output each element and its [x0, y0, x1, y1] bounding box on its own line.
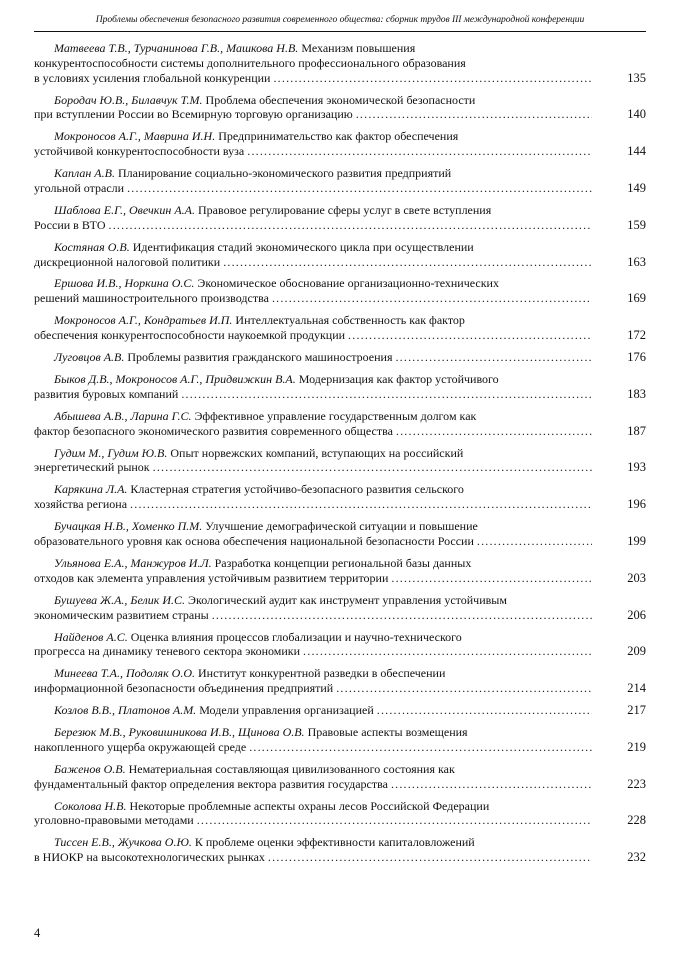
- toc-entry-page: 214: [627, 681, 646, 696]
- toc-entry-page: 199: [627, 533, 646, 548]
- toc-entry-authors: Мокроносов А.Г., Кондратьев И.П.: [54, 313, 233, 328]
- toc-entry-page: 163: [627, 254, 646, 269]
- toc-entry-title: Улучшение демографической ситуации и повышение: [205, 519, 478, 534]
- toc-entry-authors: Гудим М., Гудим Ю.В.: [54, 445, 168, 460]
- toc-entry-authors: Найденов А.С.: [54, 629, 128, 644]
- toc-leader-dots: [388, 777, 592, 792]
- toc-entry-title: в НИОКР на высокотехнологических рынках: [34, 850, 265, 865]
- toc-entry-page: 203: [627, 570, 646, 585]
- toc-leader-dots: [269, 291, 592, 306]
- toc-entry-authors: Бушуева Ж.А., Белик И.С.: [54, 592, 186, 607]
- toc-entry: [34, 703, 646, 718]
- toc-entry-line: [34, 107, 646, 122]
- toc-leader-dots: [124, 181, 592, 196]
- toc-entry-title: Экологический аудит как инструмент управления устойчивым: [188, 592, 507, 607]
- toc-entry-line: [34, 777, 646, 792]
- toc-leader-dots: [150, 460, 592, 475]
- toc-entry-page: 232: [627, 850, 646, 865]
- toc-entry-title: К проблеме оценки эффективности капиталовложений: [194, 835, 475, 850]
- toc-entry-title: Правовое регулирование сферы услуг в свете вступления: [198, 202, 492, 217]
- toc-entry-page: 209: [627, 644, 646, 659]
- toc-entry: [34, 630, 646, 660]
- toc-entry-line: [34, 313, 646, 328]
- toc-entry: [34, 240, 646, 270]
- toc-leader-dots: [374, 703, 592, 718]
- toc-entry-line: [34, 799, 646, 814]
- toc-entry-title: хозяйства региона: [34, 497, 128, 512]
- toc-entry-page: 183: [627, 386, 646, 401]
- toc-entry-title: России в ВТО: [34, 217, 106, 232]
- toc-entry-authors: Ершова И.В., Норкина О.С.: [54, 276, 195, 291]
- toc-entry-title: Некоторые проблемные аспекты охраны лесов Российской Федерации: [129, 798, 490, 813]
- toc-entry: [34, 350, 646, 365]
- toc-entry-authors: Костяная О.В.: [54, 239, 130, 254]
- toc-entry-title: решений машиностроительного производства: [34, 291, 269, 306]
- toc-entry-title: Разработка концепции региональной базы данных: [214, 555, 472, 570]
- toc-entry-title: угольной отрасли: [34, 180, 125, 195]
- toc-entry-title: отходов как элемента управления устойчивым развитием территории: [34, 570, 389, 585]
- toc-leader-dots: [244, 144, 592, 159]
- toc-entry-title: Идентификация стадий экономического цикла при осуществлении: [132, 239, 474, 254]
- toc-entry-title: Планирование социально-экономического развития предприятий: [117, 166, 452, 181]
- toc-entry-title: Предпринимательство как фактор обеспечения: [218, 129, 459, 144]
- toc-entry-line: [34, 41, 646, 56]
- toc-entry-title: устойчивой конкурентоспособности вуза: [34, 144, 245, 159]
- toc-leader-dots: [220, 255, 592, 270]
- toc-entry-line: [34, 424, 646, 439]
- toc-entry: [34, 666, 646, 696]
- toc-entry-line: [34, 740, 646, 755]
- toc-entry-page: 135: [627, 70, 646, 85]
- toc-leader-dots: [178, 387, 592, 402]
- toc-entry-line: [34, 703, 646, 718]
- toc-entry-line: [34, 593, 646, 608]
- toc-entry-authors: Ульянова Е.А., Манжуров И.Л.: [54, 555, 212, 570]
- toc-entry-line: [34, 681, 646, 696]
- toc-entry-line: [34, 56, 646, 71]
- toc-entry: [34, 93, 646, 123]
- toc-entry-line: [34, 534, 646, 549]
- toc-entry-authors: Абышева А.В., Ларина Г.С.: [54, 408, 192, 423]
- toc-entry-line: [34, 276, 646, 291]
- toc-leader-dots: [392, 350, 592, 365]
- toc-entry-page: 223: [627, 776, 646, 791]
- toc-entry-line: [34, 291, 646, 306]
- toc-entry-line: [34, 181, 646, 196]
- toc-entry-title: Интеллектуальная собственность как фактор: [235, 313, 465, 328]
- toc-entry-authors: Быков Д.В., Мокроносов А.Г., Придвижкин В.А.: [54, 372, 296, 387]
- toc-entry-page: 219: [627, 739, 646, 754]
- toc-entry-title: Проблема обеспечения экономической безопасности: [205, 92, 476, 107]
- toc-entry: [34, 313, 646, 343]
- toc-entry-authors: Березюк М.В., Руковишникова И.В., Щинова О.В.: [54, 725, 305, 740]
- toc-entry-title: Модели управления организацией: [199, 703, 374, 718]
- toc-leader-dots: [300, 644, 592, 659]
- toc-entry-title: при вступлении России во Всемирную торговую организацию: [34, 107, 353, 122]
- toc-entry-line: [34, 482, 646, 497]
- toc-entry-authors: Козлов В.В., Платонов А.М.: [54, 703, 197, 718]
- toc-entry-line: [34, 387, 646, 402]
- toc-entry-line: [34, 666, 646, 681]
- toc-entry-authors: Тиссен Е.В., Жучкова О.Ю.: [54, 835, 192, 850]
- toc-leader-dots: [393, 424, 592, 439]
- toc-entry-line: [34, 93, 646, 108]
- toc-entry: [34, 835, 646, 865]
- toc-entry-page: 206: [627, 607, 646, 622]
- toc-leader-dots: [127, 497, 592, 512]
- toc-leader-dots: [474, 534, 592, 549]
- toc-entry: [34, 276, 646, 306]
- toc-entry-line: [34, 556, 646, 571]
- toc-entry: [34, 556, 646, 586]
- toc-entry-page: 149: [627, 180, 646, 195]
- toc-entry: [34, 129, 646, 159]
- toc-leader-dots: [270, 71, 592, 86]
- toc-entry-authors: Мокроносов А.Г., Маврина И.Н.: [54, 129, 216, 144]
- toc-leader-dots: [209, 608, 592, 623]
- toc-entry-title: Оценка влияния процессов глобализации и научно-технического: [130, 629, 462, 644]
- toc-entry-page: 228: [627, 813, 646, 828]
- toc-entry-line: [34, 350, 646, 365]
- toc-entry-line: [34, 372, 646, 387]
- toc-entry-title: Опыт норвежских компаний, вступающих на российский: [170, 445, 464, 460]
- toc-entry-title: обеспечения конкурентоспособности наукоемкой продукции: [34, 328, 346, 343]
- toc-entry-authors: Шаблова Е.Г., Овечкин А.А.: [54, 202, 196, 217]
- toc-entry-line: [34, 240, 646, 255]
- toc-entry-page: 140: [627, 107, 646, 122]
- toc-entry-title: прогресса на динамику теневого сектора экономики: [34, 644, 301, 659]
- toc-entry-page: 172: [627, 328, 646, 343]
- toc-leader-dots: [353, 107, 592, 122]
- toc-leader-dots: [333, 681, 592, 696]
- toc-entry-page: 196: [627, 497, 646, 512]
- toc-entry-title: дискреционной налоговой политики: [34, 254, 221, 269]
- toc-entry: [34, 166, 646, 196]
- toc-entry-line: [34, 144, 646, 159]
- toc-entry-authors: Минеева Т.А., Подоляк О.О.: [54, 666, 196, 681]
- toc-entry-line: [34, 446, 646, 461]
- toc-entry-line: [34, 409, 646, 424]
- toc-entry-line: [34, 725, 646, 740]
- toc-entry-title: в условиях усиления глобальной конкуренции: [34, 70, 271, 85]
- toc-entry-authors: Луговцов А.В.: [54, 350, 125, 365]
- toc-entry-line: [34, 203, 646, 218]
- header-rule: [34, 31, 646, 32]
- toc-entry-line: [34, 630, 646, 645]
- table-of-contents: [34, 41, 646, 872]
- toc-entry-title: уголовно-правовыми методами: [34, 813, 194, 828]
- toc-entry-title: Модернизация как фактор устойчивого: [298, 372, 499, 387]
- toc-entry-page: 159: [627, 217, 646, 232]
- toc-entry-title: образовательного уровня как основа обеспечения национальной безопасности России: [34, 533, 474, 548]
- toc-entry-line: [34, 255, 646, 270]
- toc-leader-dots: [388, 571, 592, 586]
- toc-leader-dots: [345, 328, 592, 343]
- toc-entry: [34, 762, 646, 792]
- toc-entry-title: Правовые аспекты возмещения: [307, 725, 468, 740]
- toc-entry-line: [34, 328, 646, 343]
- toc-entry-title: развития буровых компаний: [34, 386, 179, 401]
- toc-entry-authors: Карякина Л.А.: [54, 482, 128, 497]
- toc-entry: [34, 725, 646, 755]
- toc-entry-page: 176: [627, 350, 646, 365]
- toc-entry-line: [34, 608, 646, 623]
- toc-entry-title: Институт конкурентной разведки в обеспечении: [198, 666, 446, 681]
- toc-entry: [34, 41, 646, 85]
- toc-entry-line: [34, 813, 646, 828]
- page-number: 4: [34, 926, 41, 940]
- toc-entry: [34, 372, 646, 402]
- toc-entry-authors: Соколова Н.В.: [54, 798, 127, 813]
- toc-entry-title: Механизм повышения: [301, 41, 416, 55]
- toc-entry-page: 193: [627, 460, 646, 475]
- toc-leader-dots: [265, 850, 592, 865]
- toc-entry-title: Кластерная стратегия устойчиво-безопасного развития сельского: [130, 482, 464, 497]
- toc-entry-line: [34, 835, 646, 850]
- toc-entry-authors: Бородач Ю.В., Билавчук Т.М.: [54, 92, 203, 107]
- toc-entry: [34, 519, 646, 549]
- toc-entry-title: конкурентоспособности системы дополнительного профессионального образования: [34, 55, 466, 70]
- toc-entry-title: энергетический рынок: [34, 460, 150, 475]
- toc-entry: [34, 446, 646, 476]
- toc-entry-title: информационной безопасности объединения предприятий: [34, 681, 334, 696]
- toc-leader-dots: [246, 740, 592, 755]
- toc-entry-line: [34, 166, 646, 181]
- toc-entry-line: [34, 644, 646, 659]
- toc-leader-dots: [194, 813, 592, 828]
- toc-leader-dots: [106, 218, 592, 233]
- toc-entry: [34, 799, 646, 829]
- toc-entry-title: Проблемы развития гражданского машиностроения: [127, 350, 393, 365]
- toc-entry-title: Экономическое обоснование организационно-технических: [197, 276, 499, 291]
- toc-entry-title: Эффективное управление государственным долгом как: [194, 408, 477, 423]
- toc-entry-page: 187: [627, 423, 646, 438]
- toc-entry-title: фундаментальный фактор определения вектора развития государства: [34, 776, 388, 791]
- toc-entry-line: [34, 218, 646, 233]
- toc-entry-line: [34, 519, 646, 534]
- toc-entry: [34, 482, 646, 512]
- toc-entry-page: 217: [627, 703, 646, 718]
- toc-entry: [34, 593, 646, 623]
- toc-entry-line: [34, 762, 646, 777]
- toc-entry-authors: Матвеева Т.В., Турчанинова Г.В., Машкова Н.В.: [54, 41, 299, 55]
- toc-entry-title: фактор безопасного экономического развития современного общества: [34, 423, 393, 438]
- toc-entry-line: [34, 71, 646, 86]
- toc-entry-page: 169: [627, 291, 646, 306]
- toc-entry-authors: Баженов О.В.: [54, 761, 126, 776]
- toc-entry-title: экономическим развитием страны: [34, 607, 209, 622]
- toc-entry: [34, 203, 646, 233]
- toc-entry: [34, 409, 646, 439]
- toc-entry-authors: Бучацкая Н.В., Хоменко П.М.: [54, 519, 203, 534]
- toc-entry-authors: Каплан А.В.: [54, 166, 115, 181]
- toc-entry-line: [34, 460, 646, 475]
- toc-entry-title: накопленного ущерба окружающей среде: [34, 739, 247, 754]
- running-header: Проблемы обеспечения безопасного развития современного общества: сборник трудов III международной конференции: [95, 14, 585, 25]
- toc-entry-line: [34, 129, 646, 144]
- toc-entry-line: [34, 850, 646, 865]
- toc-entry-title: Нематериальная составляющая цивилизованного состояния как: [128, 761, 455, 776]
- toc-entry-line: [34, 571, 646, 586]
- toc-entry-page: 144: [627, 144, 646, 159]
- toc-entry-line: [34, 497, 646, 512]
